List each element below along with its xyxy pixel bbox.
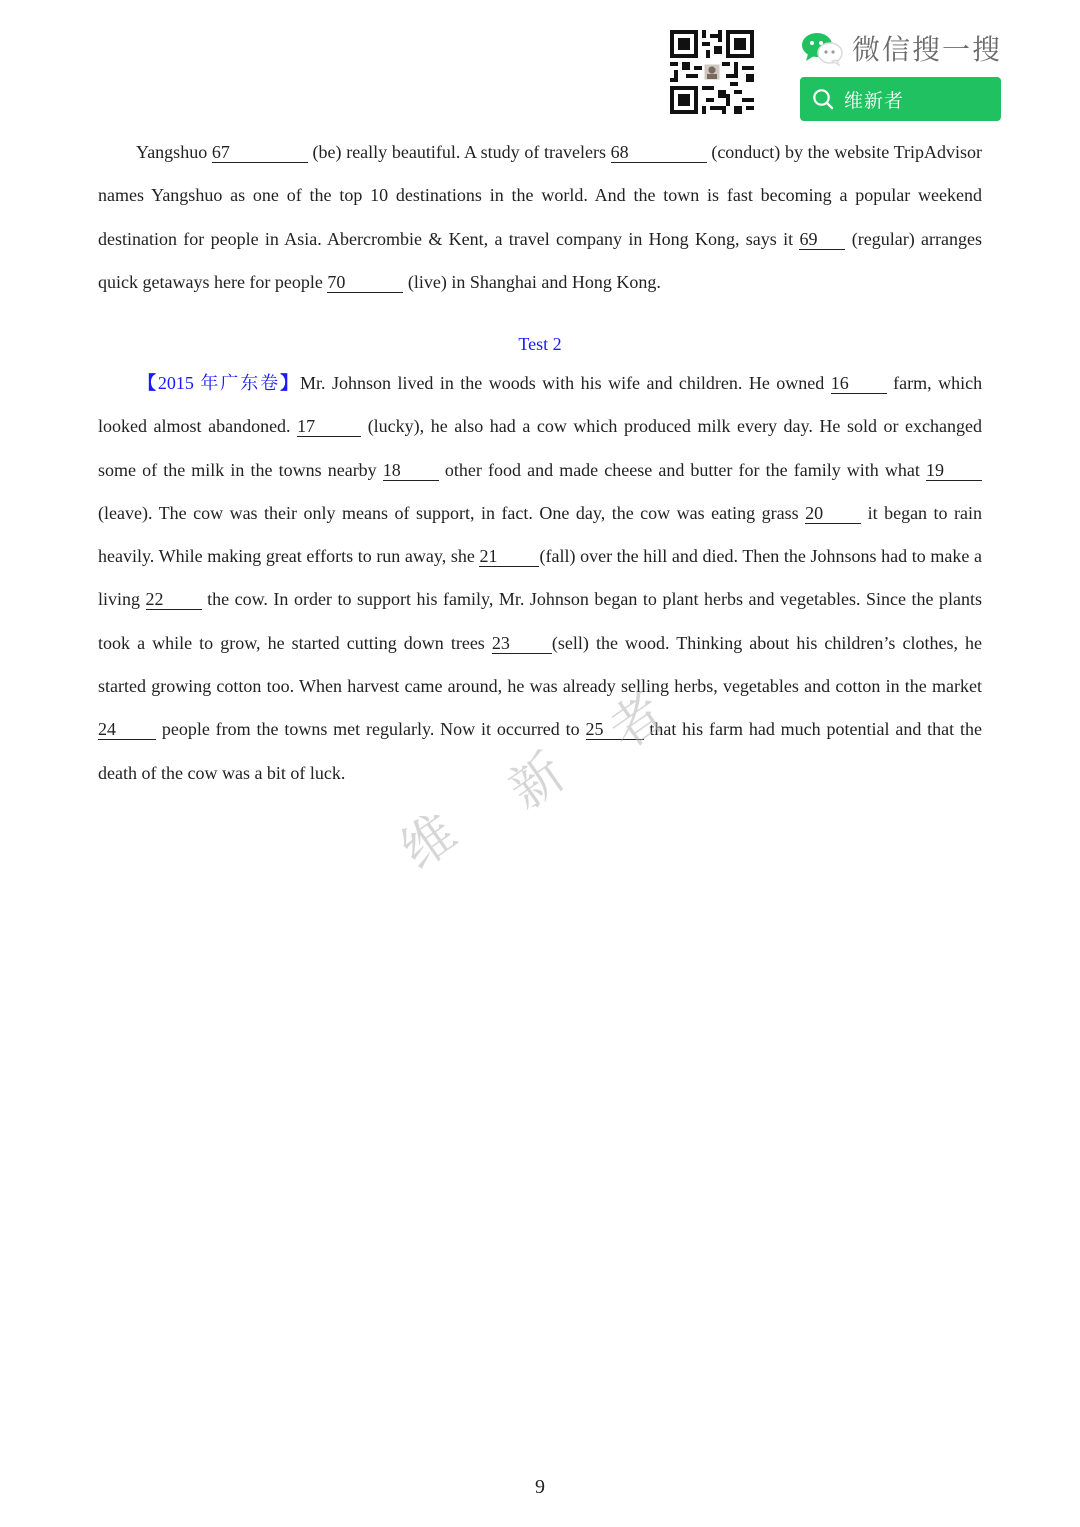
brand-text: 微信搜一搜 [852, 33, 1003, 66]
blank-23: 23 [492, 634, 552, 654]
blank-68: 68 [611, 143, 707, 163]
blank-20: 20 [805, 504, 861, 524]
passage-paragraph-1 [98, 131, 982, 304]
text-segment: (leave). The cow was their only means of support, in fact. One day, the cow was eating grass [98, 502, 799, 523]
text-segment: (live) in Shanghai and Hong Kong. [407, 271, 661, 292]
text-segment: that his farm had much potential and that the death of the cow was a bit of luck. [98, 719, 982, 783]
watermark-char: 新 [498, 742, 576, 822]
text-segment: other food and made cheese and butter for the family with what [444, 459, 920, 480]
open-bracket: 【 [136, 373, 158, 394]
close-bracket: 】 [280, 373, 301, 394]
text-segment: farm, which looked almost abandoned. [98, 373, 983, 437]
blank-17: 17 [297, 417, 361, 437]
search-icon [812, 88, 834, 110]
blank-69: 69 [799, 230, 845, 250]
source-tag [136, 373, 300, 393]
text-segment: people from the towns met regularly. Now it occurred to [161, 719, 580, 740]
watermark-char: 者 [598, 682, 676, 762]
blank-16: 16 [831, 374, 887, 394]
text-segment: Yangshuo [136, 142, 208, 162]
text-segment: it began to rain heavily. While making great efforts to run away, she [98, 502, 983, 567]
blank-70: 70 [327, 273, 403, 293]
wechat-search-button[interactable] [800, 77, 1001, 121]
blank-22: 22 [146, 590, 202, 610]
blank-18: 18 [383, 461, 439, 481]
text-segment: (regular) arranges quick getaways here for people [98, 228, 983, 292]
blank-67: 67 [212, 143, 308, 163]
blank-19: 19 [926, 461, 982, 481]
text-segment: (be) really beautiful. A study of travelers [312, 142, 606, 162]
blank-25: 25 [586, 720, 644, 740]
passage-paragraph-2 [98, 362, 982, 795]
text-segment: (fall) over the hill and died. Then the Johnsons had to make a living [98, 546, 982, 610]
qr-code [670, 30, 754, 114]
watermark-char: 维 [390, 802, 468, 882]
wechat-logo-icon [800, 30, 844, 66]
qr-code-icon [670, 30, 754, 114]
wechat-brand [800, 28, 1002, 68]
section-title: Test 2 [518, 334, 562, 354]
text-segment: (lucky), he also had a cow which produced milk every day. He sold or exchanged some of the milk in the towns nearby [98, 416, 983, 480]
text-segment: (sell) the wood. Thinking about his children’s clothes, he started growing cotton too. When harvest came around, he was already selling herbs, vegetables and cotton in the market [98, 632, 983, 697]
search-text: 维新者 [844, 89, 905, 112]
source-label: 2015 年广东卷 [157, 373, 281, 393]
text-segment: (conduct) by the website TripAdvisor names Yangshuo as one of the top 10 destinations in the world. And the town is fast becoming a popular weekend destination for people in Asia. Abercrombie & Kent, a travel company in Hong Kong, says it [98, 142, 982, 249]
blank-21: 21 [479, 547, 539, 567]
blank-24: 24 [98, 720, 156, 740]
text-segment: Mr. Johnson lived in the woods with his wife and children. He owned [300, 373, 825, 393]
text-segment: the cow. In order to support his family, Mr. Johnson began to plant herbs and vegetables. Since the plants took a while to grow, he started cutting down trees [98, 589, 983, 653]
page-number: 9 [535, 1476, 545, 1498]
